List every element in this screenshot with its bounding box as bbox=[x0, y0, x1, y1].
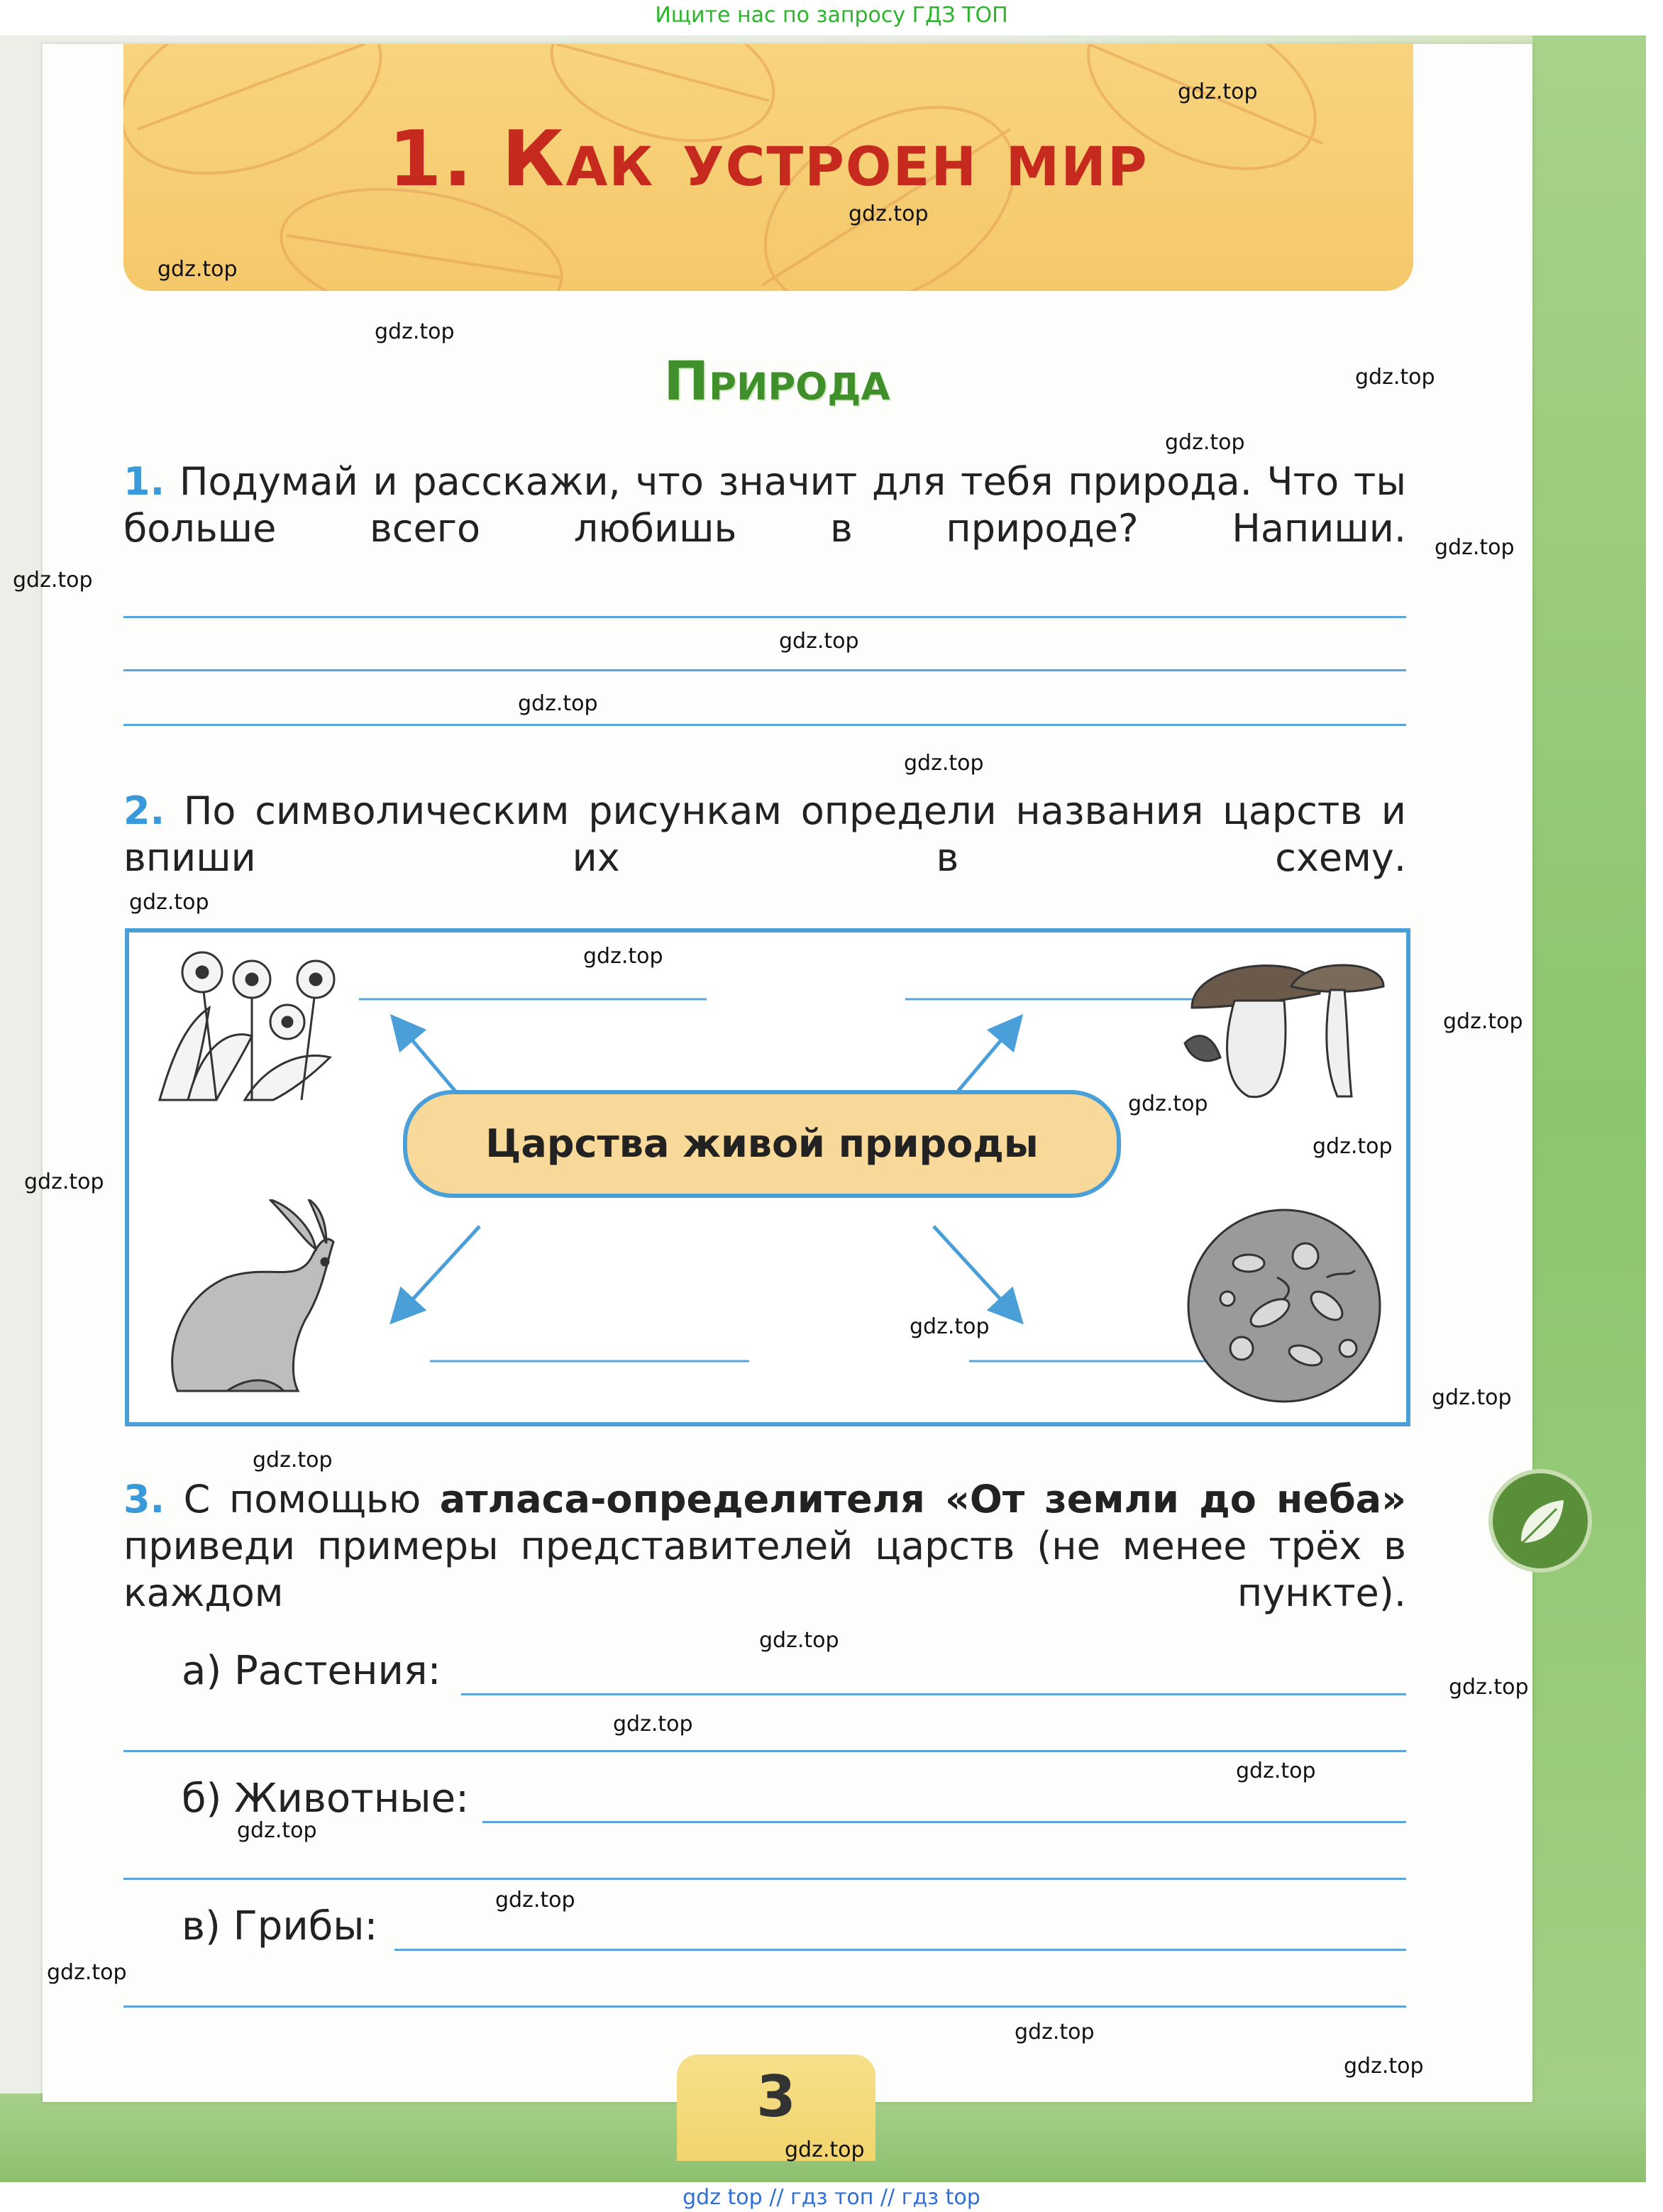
bottom-banner[interactable]: gdz top // гдз топ // гдз top bbox=[0, 2184, 1663, 2212]
watermark: gdz.top bbox=[904, 751, 984, 776]
watermark: gdz.top bbox=[1432, 1385, 1512, 1410]
watermark: gdz.top bbox=[237, 1818, 317, 1843]
arrow-bottom-left bbox=[402, 1226, 480, 1311]
task-2-number: 2. bbox=[123, 788, 165, 833]
watermark: gdz.top bbox=[158, 257, 238, 282]
answer-line[interactable] bbox=[123, 669, 1406, 671]
plant-icon bbox=[145, 937, 358, 1107]
answer-line[interactable] bbox=[123, 724, 1406, 726]
leaf-badge-icon bbox=[1493, 1473, 1588, 1568]
watermark: gdz.top bbox=[849, 202, 929, 226]
watermark: gdz.top bbox=[13, 568, 93, 593]
watermark: gdz.top bbox=[518, 691, 598, 716]
animals-answer-line[interactable] bbox=[123, 1878, 1406, 1880]
watermark: gdz.top bbox=[1355, 365, 1435, 390]
page-number: 3 bbox=[677, 2054, 875, 2161]
watermark: gdz.top bbox=[1313, 1134, 1393, 1159]
watermark: gdz.top bbox=[1449, 1675, 1529, 1700]
task-3-bold-text: атласа-определителя «От земли до неба» bbox=[439, 1477, 1406, 1522]
top-banner[interactable]: Ищите нас по запросу ГДЗ ТОП bbox=[0, 0, 1663, 34]
bacteria-icon bbox=[1185, 1206, 1383, 1405]
watermark: gdz.top bbox=[24, 1170, 104, 1194]
task-3 bbox=[123, 1476, 1406, 1617]
fungi-answer-line[interactable] bbox=[123, 2005, 1406, 2008]
animals-answer-line[interactable] bbox=[482, 1821, 1406, 1823]
section-title: Природа bbox=[663, 349, 890, 412]
watermark: gdz.top bbox=[779, 629, 859, 654]
watermark: gdz.top bbox=[47, 1960, 127, 1985]
watermark: gdz.top bbox=[253, 1448, 333, 1473]
task-2 bbox=[123, 788, 1406, 881]
leaf-icon bbox=[1488, 1469, 1592, 1573]
arrow-bottom-right bbox=[934, 1226, 1012, 1311]
scheme-center-label: Царства живой природы bbox=[403, 1090, 1121, 1198]
animals-label: б) Животные: bbox=[182, 1776, 469, 1822]
watermark: gdz.top bbox=[1435, 535, 1515, 560]
task-3-text-before: С помощью bbox=[183, 1477, 421, 1522]
answer-line[interactable] bbox=[123, 616, 1406, 618]
plants-answer-line[interactable] bbox=[123, 1750, 1406, 1752]
fungi-label: в) Грибы: bbox=[182, 1903, 378, 1949]
watermark: gdz.top bbox=[375, 319, 455, 344]
watermark: gdz.top bbox=[1165, 430, 1245, 455]
watermark: gdz.top bbox=[1443, 1009, 1523, 1034]
watermark: gdz.top bbox=[1236, 1759, 1316, 1783]
hare-icon bbox=[149, 1199, 362, 1405]
watermark: gdz.top bbox=[129, 890, 209, 915]
watermark: gdz.top bbox=[495, 1888, 575, 1913]
watermark: gdz.top bbox=[785, 2137, 865, 2162]
watermark: gdz.top bbox=[583, 944, 663, 969]
plants-answer-line[interactable] bbox=[461, 1693, 1406, 1695]
watermark: gdz.top bbox=[1015, 2020, 1095, 2045]
task-2-text: По символическим рисункам определи названия царств и впиши их в схему. bbox=[123, 788, 1406, 880]
task-3-number: 3. bbox=[123, 1477, 165, 1522]
watermark: gdz.top bbox=[1128, 1091, 1208, 1116]
watermark: gdz.top bbox=[759, 1628, 839, 1653]
task-1-number: 1. bbox=[123, 459, 165, 504]
plants-label: а) Растения: bbox=[182, 1648, 441, 1694]
task-3-text-after: приведи примеры представителей царств (не менее трёх в каждом пункте). bbox=[123, 1524, 1406, 1615]
watermark: gdz.top bbox=[1178, 79, 1258, 104]
watermark: gdz.top bbox=[613, 1712, 693, 1737]
task-1-text: Подумай и расскажи, что значит для тебя природа. Что ты больше всего любишь в природе? Напиши. bbox=[123, 459, 1406, 551]
mushroom-icon bbox=[1178, 944, 1391, 1107]
watermark: gdz.top bbox=[1344, 2054, 1424, 2079]
fungi-answer-line[interactable] bbox=[394, 1949, 1406, 1951]
chapter-title: 1. Как устроен мир bbox=[388, 115, 1149, 204]
task-1 bbox=[123, 458, 1406, 552]
watermark: gdz.top bbox=[910, 1314, 990, 1339]
